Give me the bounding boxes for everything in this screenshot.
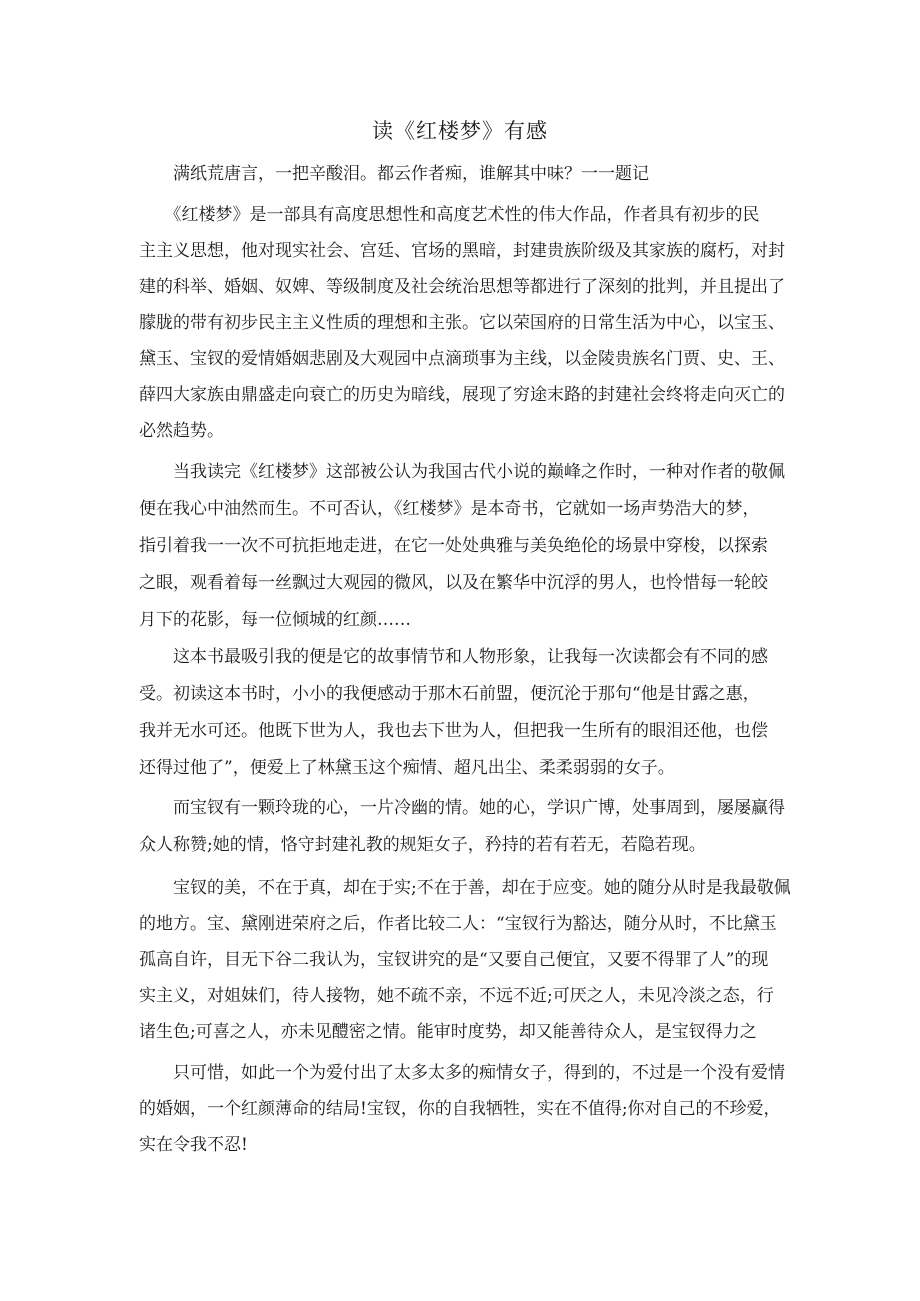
paragraph-line: 朦胧的带有初步民主主义性质的理想和主张。它以荣国府的日常生活为中心，以宝玉、 <box>139 313 785 333</box>
paragraph-line: 实在令我不忍! <box>139 1135 248 1155</box>
paragraph-line: 主主义思想，他对现实社会、宫廷、官场的黑暗，封建贵族阶级及其家族的腐朽，对封 <box>139 241 785 261</box>
paragraph-line: 指引着我一一次不可抗拒地走进，在它一处处典雅与美奂绝伦的场景中穿梭，以探索 <box>139 536 768 556</box>
paragraph-line: 我并无水可还。他既下世为人，我也去下世为人，但把我一生所有的眼泪还他，也偿 <box>139 721 768 741</box>
epigraph-paragraph <box>139 156 789 192</box>
document-title: 读《红楼梦》有感 <box>372 119 548 143</box>
paragraph-daiyu <box>139 639 789 787</box>
paragraph-intro <box>139 197 789 449</box>
paragraph-line: 满纸荒唐言，一把辛酸泪。都云作者痴，谁解其中味？一一题记 <box>139 164 649 184</box>
paragraph-line: 受。初读这本书时，小小的我便感动于那木石前盟，便沉沦于那句“他是甘露之惠， <box>139 684 760 704</box>
paragraph-line: 月下的花影，每一位倾城的红颜…… <box>139 610 411 630</box>
paragraph-line: 诸生色;可喜之人，亦未见醴密之情。能审时度势，却又能善待众人，是宝钗得力之 <box>139 1022 757 1042</box>
paragraph-line: 孤高自许，目无下谷二我认为，宝钗讲究的是“又要自己便宜，又要不得罪了人”的现 <box>139 950 769 970</box>
paragraph-line: 薛四大家族由鼎盛走向衰亡的历史为暗线，展现了穷途末路的封建社会终将走向灭亡的 <box>139 385 785 405</box>
paragraph-line: 之眼，观看着每一丝飘过大观园的微风，以及在繁华中沉浮的男人，也怜惜每一轮皎 <box>139 573 768 593</box>
paragraph-line: 《红楼梦》是一部具有高度思想性和高度艺术性的伟大作品，作者具有初步的民 <box>139 205 760 225</box>
paragraph-line: 这本书最吸引我的便是它的故事情节和人物形象，让我每一次读都会有不同的感 <box>139 647 768 667</box>
paragraph-line: 建的科举、婚姻、奴婢、等级制度及社会统治思想等都进行了深刻的批判，并且提出了 <box>139 277 785 297</box>
paragraph-line: 便在我心中油然而生。不可否认，《红楼梦》是本奇书，它就如一场声势浩大的梦， <box>139 499 760 519</box>
paragraph-line: 必然趋势。 <box>139 421 224 441</box>
paragraph-baochai-beauty <box>139 870 789 1050</box>
paragraph-conclusion <box>139 1055 789 1163</box>
paragraph-line: 的地方。宝、黛刚进荣府之后，作者比较二人：“宝钗行为豁达，随分从时，不比黛玉 <box>139 914 777 934</box>
paragraph-baochai <box>139 790 789 864</box>
paragraph-line: 当我读完《红楼梦》这部被公认为我国古代小说的巅峰之作时，一种对作者的敬佩 <box>139 462 785 482</box>
paragraph-reading <box>139 454 789 639</box>
paragraph-line: 众人称赞;她的情，恪守封建礼教的规矩女子，矜持的若有若无，若隐若现。 <box>139 835 706 855</box>
paragraph-line: 而宝钗有一颗玲珑的心，一片冷幽的情。她的心，学识广博，处事周到，屡屡赢得 <box>139 798 785 818</box>
paragraph-line: 只可惜，如此一个为爱付出了太多太多的痴情女子，得到的，不过是一个没有爱情 <box>139 1063 785 1083</box>
paragraph-line: 实主义，对姐妹们，待人接物，她不疏不亲，不远不近;可厌之人，未见冷淡之态，行 <box>139 986 774 1006</box>
paragraph-line: 黛玉、宝钗的爱情婚姻悲剧及大观园中点滴琐事为主线，以金陵贵族名门贾、史、王、 <box>139 349 785 369</box>
paragraph-line: 宝钗的美，不在于真，却在于实;不在于善，却在于应变。她的随分从时是我最敬佩 <box>139 878 791 898</box>
paragraph-line: 的婚姻，一个红颜薄命的结局!宝钗，你的自我牺牲，实在不值得;你对自己的不珍爱， <box>139 1099 781 1119</box>
paragraph-line: 还得过他了”，便爱上了林黛玉这个痴情、超凡出尘、柔柔弱弱的女子。 <box>139 758 675 778</box>
